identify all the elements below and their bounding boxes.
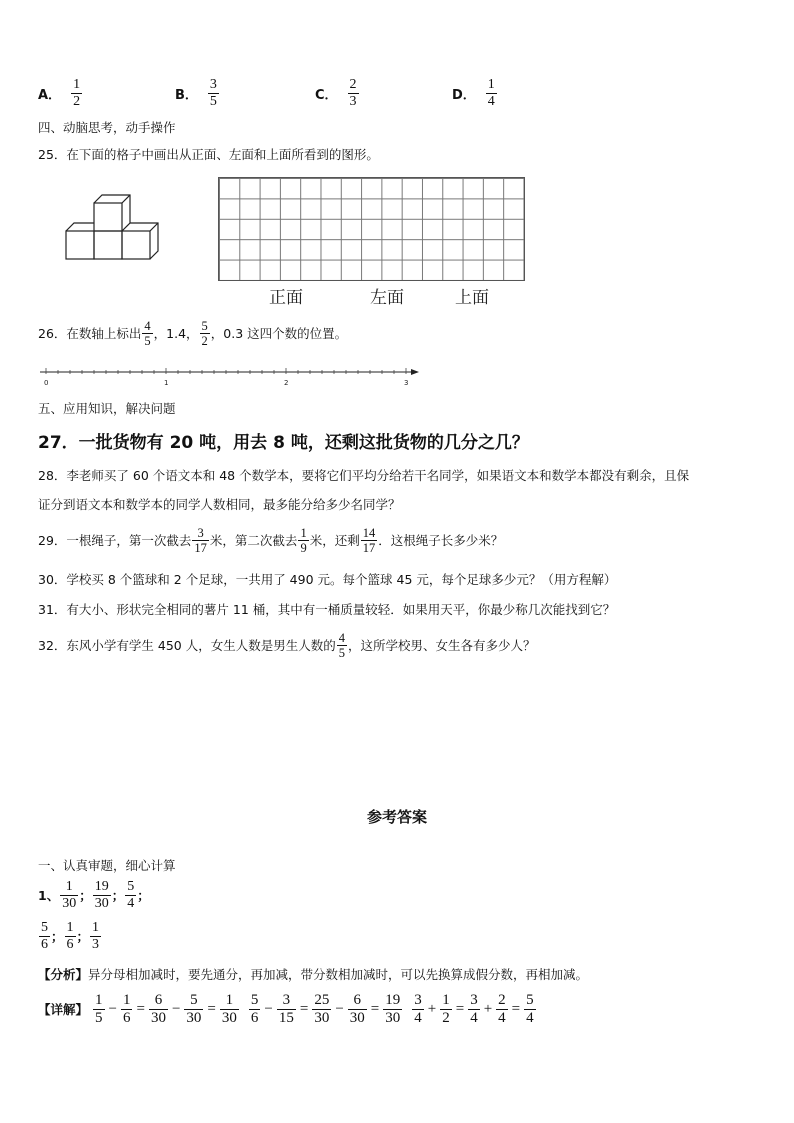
equation-fraction: $\frac{3}{4}$	[414, 992, 422, 1026]
drawing-grid[interactable]	[218, 177, 525, 281]
question-26: 26．在数轴上标出 $\frac{4}{5}$ ，1.4， $\frac{5}{2}$ ，0.3 这四个数的位置。	[38, 319, 348, 348]
equation-fraction: $\frac{25}{30}$	[314, 992, 330, 1026]
analysis: 【分析】异分母相加减时，要先通分，再加减，带分数相加减时，可以先换算成假分数，再相加减。	[38, 967, 589, 982]
equation-fraction: $\frac{5}{4}$	[526, 992, 534, 1026]
equation-fraction: $\frac{1}{5}$	[95, 992, 103, 1026]
question-28-line-1: 28．李老师买了 60 个语文本和 48 个数学本，要将它们平均分给若干名同学，如果语文本和数学本都没有剩余，且保	[38, 468, 690, 483]
answers-title: 参考答案	[366, 808, 427, 826]
tick-label: 0	[44, 379, 49, 387]
operator: +	[427, 1001, 437, 1017]
section-1-heading: 一、认真审题，细心计算	[38, 858, 176, 873]
equation-fraction: $\frac{3}{4}$	[470, 992, 478, 1026]
answer-fraction: $\frac{1}{6}$	[66, 920, 74, 952]
q29-fraction-3: $\frac{14}{17}$	[362, 526, 376, 555]
equation-2	[248, 993, 403, 1026]
equation-fraction: $\frac{19}{30}$	[385, 992, 401, 1026]
operator: −	[108, 1001, 117, 1017]
equation-3	[411, 993, 536, 1026]
tick-label: 1	[164, 379, 169, 387]
equation-1	[92, 993, 240, 1026]
answer-fraction: $\frac{1}{3}$	[92, 920, 100, 952]
question-28-line-2: 证分到语文本和数学本的同学人数相同，最多能分给多少名同学？	[38, 497, 401, 512]
question-29: 29．一根绳子，第一次截去 $\frac{3}{17}$ 米，第二次截去 $\frac{1}{9}$ 米，还剩 $\frac{14}{17}$ ．这根绳子长多少米？	[38, 526, 504, 555]
cube-stack-figure	[62, 192, 166, 262]
answer-fraction: $\frac{19}{30}$	[94, 879, 109, 911]
question-25: 25．在下面的格子中画出从正面、左面和上面所看到的图形。	[38, 147, 379, 162]
tick-label: 3	[404, 379, 409, 387]
operator: −	[335, 1001, 344, 1017]
answer-fraction: $\frac{5}{4}$	[127, 879, 135, 911]
operator: −	[171, 1001, 181, 1017]
operator: =	[370, 1001, 380, 1017]
view-label-left: 左面	[370, 288, 404, 308]
detail-row: 【详解】 $\frac{1}{5}$ − $\frac{1}{6}$ = $\frac{6}{30}$ − $\frac{5}{30}$ = $\frac{1}{30}$ $\frac{5}{6}$ − $\frac{3}{15}$ = $\frac{25}{30}$ − $\frac{6}{30}$ = $\frac{19}{30}$ $\frac{3}{4}$ + $\frac{1}{2}$ = $\frac{3}{4}$ + $\frac{2}{4}$ = $\frac{5}{4}$	[38, 993, 537, 1026]
equation-fraction: $\frac{6}{30}$	[349, 992, 365, 1026]
operator: =	[299, 1001, 309, 1017]
option-d-fraction: $\frac{1}{4}$	[487, 77, 495, 109]
operator: =	[136, 1001, 145, 1017]
equation-fraction: $\frac{5}{6}$	[250, 992, 259, 1026]
equation-fraction: $\frac{1}{30}$	[221, 992, 237, 1026]
question-27: 27．一批货物有 20 吨，用去 8 吨，还剩这批货物的几分之几？	[38, 433, 529, 453]
view-label-front: 正面	[269, 288, 303, 308]
option-c-fraction: $\frac{2}{3}$	[349, 77, 357, 109]
question-30: 30．学校买 8 个篮球和 2 个足球，一共用了 490 元。每个篮球 45 元，每个足球多少元？（用方程解）	[38, 572, 617, 587]
tick-label: 2	[284, 379, 289, 387]
question-31: 31．有大小、形状完全相同的薯片 11 桶，其中有一桶质量较轻．如果用天平，你最少称几次能找到它？	[38, 602, 616, 617]
answer-fraction: $\frac{1}{30}$	[62, 879, 77, 911]
equation-fraction: $\frac{6}{30}$	[150, 992, 166, 1026]
number-line[interactable]	[36, 364, 426, 390]
section-5-heading: 五、应用知识，解决问题	[38, 401, 176, 416]
option-b-fraction: $\frac{3}{5}$	[209, 77, 217, 109]
option-a-fraction: $\frac{1}{2}$	[73, 77, 81, 109]
option-a[interactable]: A． $\frac{1}{2}$	[38, 77, 81, 109]
operator: =	[207, 1001, 216, 1017]
option-b[interactable]: B． $\frac{3}{5}$	[175, 77, 217, 109]
equation-fraction: $\frac{1}{6}$	[122, 992, 131, 1026]
operator: −	[264, 1001, 273, 1017]
equation-fraction: $\frac{3}{15}$	[278, 992, 294, 1026]
view-label-top: 上面	[455, 288, 489, 308]
q26-fraction-2: $\frac{5}{2}$	[201, 319, 208, 348]
equation-fraction: $\frac{1}{2}$	[442, 992, 450, 1026]
equation-fraction: $\frac{2}{4}$	[498, 992, 506, 1026]
q26-fraction-1: $\frac{4}{5}$	[144, 319, 151, 348]
answer-1-row-2: $\frac{5}{6}$ ； $\frac{1}{6}$ ； $\frac{1}{3}$	[41, 920, 100, 952]
section-4-heading: 四、动脑思考，动手操作	[38, 120, 176, 135]
equation-fraction: $\frac{5}{30}$	[186, 992, 202, 1026]
q29-fraction-2: $\frac{1}{9}$	[300, 526, 307, 555]
choice-options	[38, 78, 758, 120]
operator: =	[511, 1001, 521, 1017]
question-32: 32．东风小学有学生 450 人，女生人数是男生人数的 $\frac{4}{5}$ ，这所学校男、女生各有多少人？	[38, 631, 536, 660]
option-c[interactable]: C． $\frac{2}{3}$	[315, 77, 357, 109]
option-d[interactable]: D． $\frac{1}{4}$	[452, 77, 495, 109]
operator: +	[483, 1001, 493, 1017]
operator: =	[455, 1001, 465, 1017]
answer-fraction: $\frac{5}{6}$	[41, 920, 48, 952]
answer-1-row-1: 1、 $\frac{1}{30}$ ； $\frac{19}{30}$ ； $\frac{5}{4}$ ；	[38, 879, 150, 911]
q32-fraction: $\frac{4}{5}$	[338, 631, 345, 660]
q29-fraction-1: $\frac{3}{17}$	[194, 526, 207, 555]
